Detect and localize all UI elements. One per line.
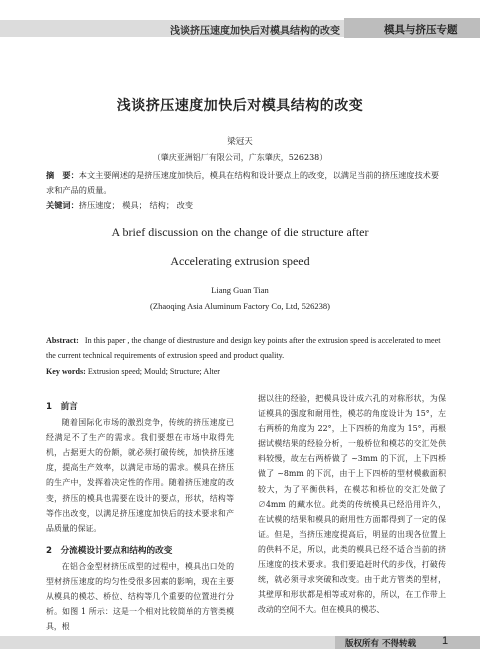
right-column-paragraph: 据以往的经验，把模具设计成六孔的对称形状，为保证模具的强度和耐用性，模芯的角度设计为 15°，左右两桥的角度为 22°，上下四桥的角度为 15°，再根据试模结果的经验分析，一般桥位和模芯的交汇处供料较慢，故左右两桥做了 ~3mm 的下沉，上下四桥做了 ~8mm 的下沉，由于上下四桥的型材模截面积较大，为了平衡供料，在模芯和桥位的交汇处做了 ∅4mm 的藏水位。此类的传统模具已经沿用许久，在试模的结果和模具的耐用性方面都得到了一定的保证。但是，当挤压速度提高后，明显的出现各位置上的供料不足，所以，此类的模具已经不适合当前的挤压速度的技术要求。我们要追赶时代的步伐，打破传统，就必须寻求突破和改变。由于此方管类的型材，其壁厚和形状都是相等或对称的，所以，在工作带上改动的空间不大。但在模具的模芯、 [258, 394, 446, 615]
running-header-title: 浅谈挤压速度加快后对模具结构的改变 [170, 26, 340, 37]
paper-title-en [0, 222, 480, 271]
body-column-right [258, 391, 446, 617]
keywords-cn-label: 关键词： [46, 200, 79, 210]
keywords-en [46, 367, 446, 376]
author-en: Liang Guan Tian [211, 285, 269, 295]
abstract-en [46, 333, 446, 363]
page-number: 1 [442, 635, 449, 647]
section-2-paragraph: 在铝合金型材挤压成型的过程中，模具出口处的型材挤压速度的均匀性受很多因素的影响，现在主要从模具的模芯、桥位、结构等几个重要的位置进行分析。如图 1 所示：这是一个相对比较简单的方管类模具，根 [46, 561, 234, 632]
keywords-en-label: Key words: [46, 367, 86, 376]
body-column-left [46, 400, 234, 634]
section-1-paragraph: 随着国际化市场的激烈竞争，传统的挤压速度已经满足不了生产的需求。我们要想在市场中取得先机，占据更大的份额，就必须打破传统，加快挤压速度，提高生产效率，以满足市场的需求。模具在挤压的生产中，发挥着决定性的作用。随着挤压速度的改变，挤压的模具也需要在设计的要点，形状，结构等等作出改变，以满足挤压速度加快后的技术要求和产品质量的保证。 [46, 418, 234, 533]
footer-band-left [0, 636, 335, 649]
running-header-column: 模具与挤压专题 [384, 24, 458, 36]
author-cn: 梁冠天 [227, 137, 253, 147]
paper-title-en-line2: Accelerating extrusion speed [170, 254, 310, 268]
affiliation-cn: （肇庆亚洲铝厂有限公司，广东肇庆，526238） [152, 153, 328, 162]
abstract-en-text: In this paper , the change of diestrusture and design key points after the extrusion speed is accelerated to meet the current technical requirements of extrusion speed and product quality. [46, 336, 441, 360]
copyright-notice: 版权所有 不得转载 [345, 639, 416, 649]
section-heading-1: 1 前言 [46, 402, 78, 412]
keywords-cn [46, 200, 446, 211]
section-heading-2: 2 分流模设计要点和结构的改变 [46, 545, 173, 556]
running-header [0, 0, 480, 40]
page-footer [0, 636, 480, 651]
abstract-cn-text: 本文主要阐述的是挤压速度加快后，模具在结构和设计要点上的改变，以满足当前的挤压速度技术要求和产品的质量。 [46, 170, 440, 195]
paper-title-en-line1: A brief discussion on the change of die structure after [111, 225, 369, 239]
keywords-en-text: Extrusion speed; Mould; Structure; Alter [87, 367, 221, 376]
paper-title-cn: 浅谈挤压速度加快后对模具结构的改变 [116, 98, 364, 114]
abstract-en-label: Abstract: [46, 336, 79, 345]
abstract-cn-label: 摘 要： [46, 170, 79, 180]
affiliation-en: (Zhaoqing Asia Aluminum Factory Co, Ltd, 526238) [150, 301, 330, 311]
keywords-cn-text: 挤压速度； 模具； 结构； 改变 [78, 200, 194, 210]
abstract-cn [46, 168, 446, 198]
